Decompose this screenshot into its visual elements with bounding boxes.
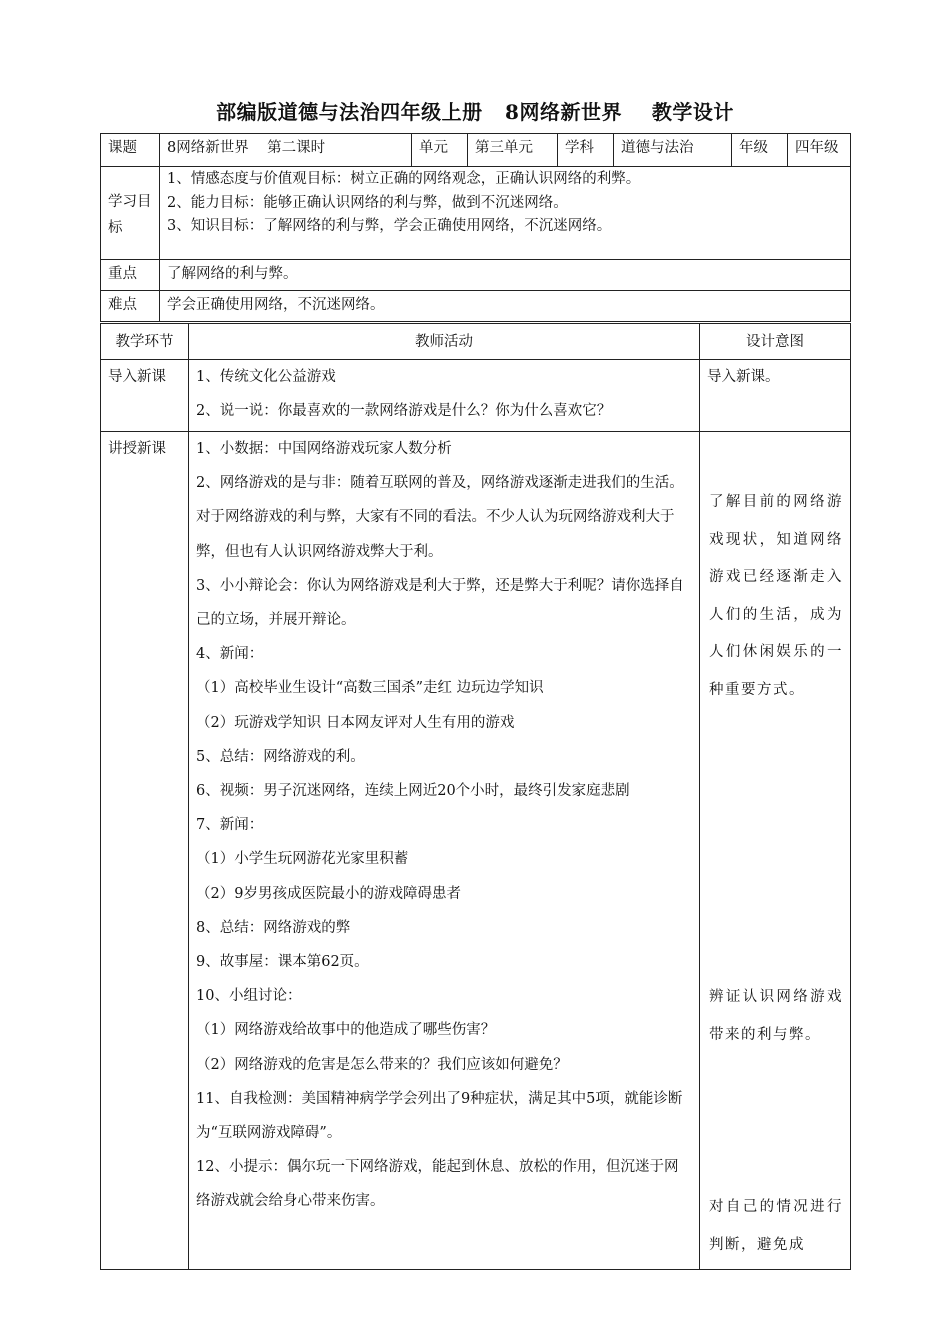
info-row-difficulty bbox=[101, 291, 851, 322]
activity-item: （2）玩游戏学知识 日本网友评对人生有用的游戏 bbox=[196, 714, 515, 731]
activity-item: （2）网络游戏的危害是怎么带来的？我们应该如何避免？ bbox=[196, 1056, 568, 1073]
topic-value: 8网络新世界 第二课时 bbox=[160, 134, 412, 167]
difficulty-value: 学会正确使用网络，不沉迷网络。 bbox=[160, 291, 851, 322]
activity-item: 10、小组讨论： bbox=[196, 988, 302, 1005]
intro-intent: 导入新课。 bbox=[700, 360, 851, 432]
info-row-topic bbox=[101, 134, 851, 167]
intent-item: 辨证认识网络游戏带来的利与弊。 bbox=[709, 989, 843, 1043]
info-row-objectives bbox=[101, 167, 851, 260]
info-table bbox=[100, 133, 851, 322]
subject-value: 道德与法治 bbox=[614, 134, 732, 167]
activity-item: 4、新闻： bbox=[196, 646, 264, 663]
activity-item: （1）高校毕业生设计“高数三国杀”走红 边玩边学知识 bbox=[196, 680, 544, 697]
header-intent: 设计意图 bbox=[700, 324, 851, 360]
keypoint-label: 重点 bbox=[101, 260, 160, 291]
activity-item: 11、自我检测：美国精神病学学会列出了9种症状，满足其中5项，就能诊断为“互联网游戏障碍”。 bbox=[196, 1090, 683, 1142]
header-stage: 教学环节 bbox=[101, 324, 189, 360]
objectives-cell bbox=[160, 167, 851, 260]
activity-item: 8、总结：网络游戏的弊 bbox=[196, 919, 351, 936]
plan-header-row bbox=[101, 324, 851, 360]
plan-row-intro bbox=[101, 360, 851, 432]
plan-row-lecture bbox=[101, 432, 851, 1270]
objectives-label-text: 学习目标 bbox=[108, 193, 152, 236]
objective-item: 3、知识目标：了解网络的利与弊，学会正确使用网络，不沉迷网络。 bbox=[167, 218, 612, 234]
info-row-keypoint bbox=[101, 260, 851, 291]
activity-item: （1）小学生玩网游花光家里积蓄 bbox=[196, 851, 409, 868]
activity-item: 6、视频：男子沉迷网络，连续上网近20个小时，最终引发家庭悲剧 bbox=[196, 783, 630, 800]
objective-item: 2、能力目标：能够正确认识网络的利与弊，做到不沉迷网络。 bbox=[167, 194, 568, 211]
activity-item: 3、小小辩论会：你认为网络游戏是利大于弊，还是弊大于利呢？请你选择自己的立场，并展开辩论。 bbox=[196, 577, 684, 629]
activity-item: 9、故事屋：课本第62页。 bbox=[196, 954, 369, 971]
grade-label: 年级 bbox=[732, 134, 788, 167]
intent-item: 对自己的情况进行判断，避免成 bbox=[709, 1199, 843, 1253]
topic-label: 课题 bbox=[101, 134, 160, 167]
grade-value: 四年级 bbox=[788, 134, 851, 167]
page-title: 部编版道德与法治四年级上册 8网络新世界 教学设计 bbox=[216, 100, 734, 124]
intent-item: 了解目前的网络游戏现状，知道网络游戏已经逐渐走入人们的生活，成为人们休闲娱乐的一种重要方式。 bbox=[709, 494, 843, 698]
unit-label: 单元 bbox=[412, 134, 468, 167]
plan-table bbox=[100, 323, 851, 1270]
activity-item: 2、网络游戏的是与非：随着互联网的普及，网络游戏逐渐走进我们的生活。对于网络游戏的利与弊，大家有不同的看法。不少人认为玩网络游戏利大于弊，但也有人认识网络游戏弊大于利。 bbox=[196, 475, 684, 560]
subject-label: 学科 bbox=[558, 134, 614, 167]
activity-item: 2、说一说：你最喜欢的一款网络游戏是什么？你为什么喜欢它？ bbox=[196, 403, 612, 420]
activity-item: （2）9岁男孩成医院最小的游戏障碍患者 bbox=[196, 885, 461, 902]
keypoint-value: 了解网络的利与弊。 bbox=[160, 260, 851, 291]
unit-value: 第三单元 bbox=[468, 134, 558, 167]
difficulty-label: 难点 bbox=[101, 291, 160, 322]
lecture-intent bbox=[700, 432, 851, 1270]
intro-stage: 导入新课 bbox=[101, 360, 189, 432]
activity-item: 1、小数据：中国网络游戏玩家人数分析 bbox=[196, 441, 452, 457]
activity-item: 1、传统文化公益游戏 bbox=[196, 369, 336, 385]
intro-activities bbox=[189, 360, 700, 432]
objectives-label bbox=[101, 167, 160, 260]
lecture-stage: 讲授新课 bbox=[101, 432, 189, 1270]
lecture-activities bbox=[189, 432, 700, 1270]
activity-item: 12、小提示：偶尔玩一下网络游戏，能起到休息、放松的作用，但沉迷于网络游戏就会给身心带来伤害。 bbox=[196, 1159, 679, 1210]
activity-item: 7、新闻： bbox=[196, 817, 264, 834]
activity-item: （1）网络游戏给故事中的他造成了哪些伤害？ bbox=[196, 1022, 496, 1039]
header-activities: 教师活动 bbox=[189, 324, 700, 360]
activity-item: 5、总结：网络游戏的利。 bbox=[196, 748, 365, 765]
objective-item: 1、情感态度与价值观目标：树立正确的网络观念，正确认识网络的利弊。 bbox=[167, 171, 641, 187]
